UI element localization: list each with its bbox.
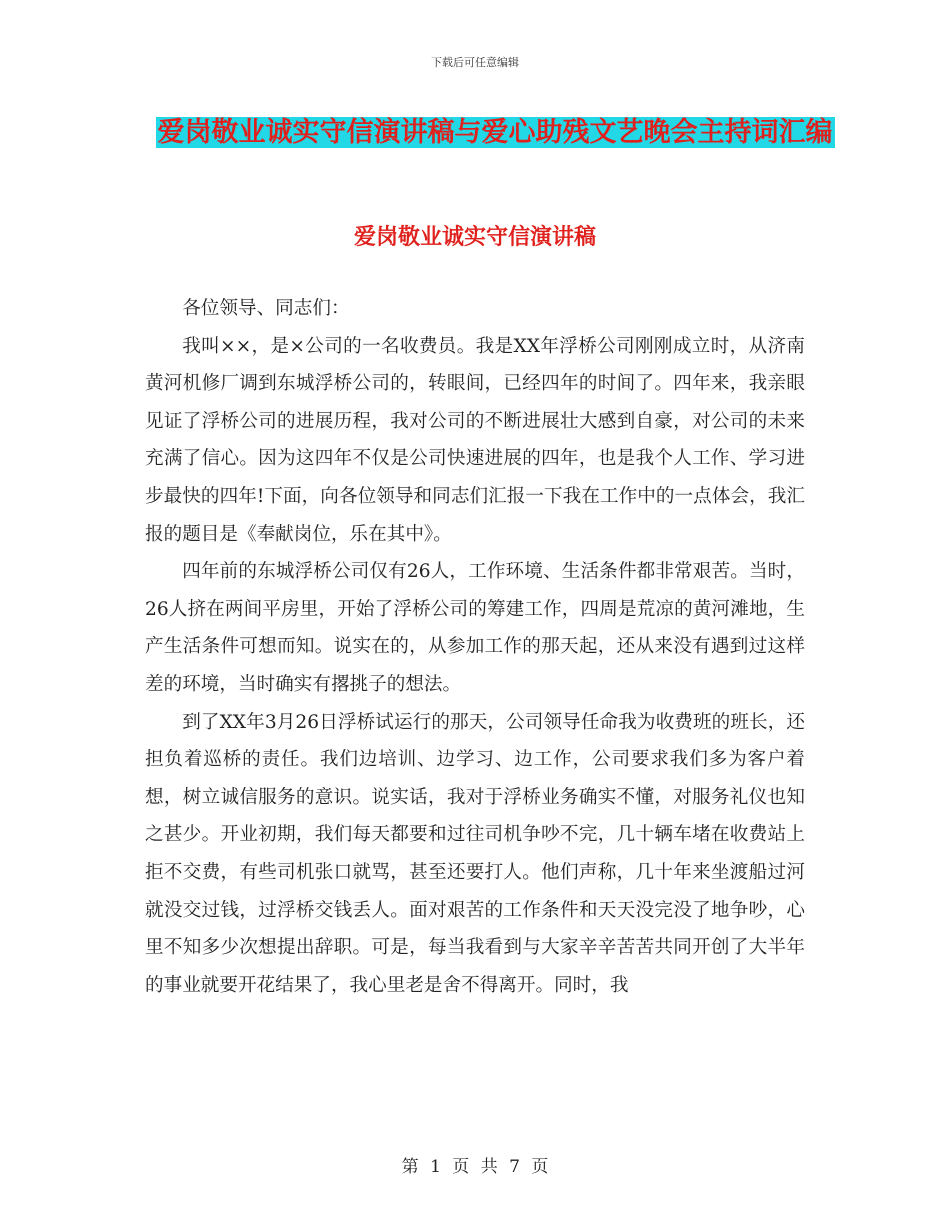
main-title-text: 爱岗敬业诚实守信演讲稿与爱心助残文艺晚会主持词汇编 (157, 117, 833, 148)
paragraph-greeting: 各位领导、同志们： (182, 298, 350, 319)
page-number-footer: 第 1 页 共 7 页 (401, 1157, 549, 1177)
document-sub-title: 爱岗敬业诚实守信演讲稿 (353, 225, 596, 250)
header-note: 下载后可任意编辑 (431, 56, 519, 69)
document-main-title (150, 110, 840, 156)
paragraph: 四年前的东城浮桥公司仅有26人，工作环境、生活条件都非常艰苦。当时，26人挤在两间平房里，开始了浮桥公司的筹建工作，四周是荒凉的黄河滩地，生产生活条件可想而知。说实在的，从参加工作的那天起，还从来没有遇到过这样差的环境，当时确实有撂挑子的想法。 (145, 561, 805, 695)
paragraph: 到了XX年3月26日浮桥试运行的那天，公司领导任命我为收费班的班长，还担负着巡桥的责任。我们边培训、边学习、边工作，公司要求我们多为客户着想，树立诚信服务的意识。说实话，我对于浮桥业务确实不懂，对服务礼仪也知之甚少。开业初期，我们每天都要和过往司机争吵不完，几十辆车堵在收费站上拒不交费，有些司机张口就骂，甚至还要打人。他们声称，几十年来坐渡船过河就没交过钱，过浮桥交钱丢人。面对艰苦的工作条件和天天没完没了地争吵，心里不知多少次想提出辞职。可是，每当我看到与大家辛辛苦苦共同开创了大半年的事业就要开花结果了，我心里老是舍不得离开。同时，我 (145, 711, 805, 996)
document-body (145, 290, 805, 1004)
paragraph: 我叫××，是×公司的一名收费员。我是XX年浮桥公司刚刚成立时，从济南黄河机修厂调到东城浮桥公司的，转眼间，已经四年的时间了。四年来，我亲眼见证了浮桥公司的进展历程，我对公司的不断进展壮大感到自豪，对公司的未来充满了信心。因为这四年不仅是公司快速进展的四年，也是我个人工作、学习进步最快的四年!下面，向各位领导和同志们汇报一下我在工作中的一点体会，我汇报的题目是《奉献岗位，乐在其中》。 (145, 335, 805, 545)
